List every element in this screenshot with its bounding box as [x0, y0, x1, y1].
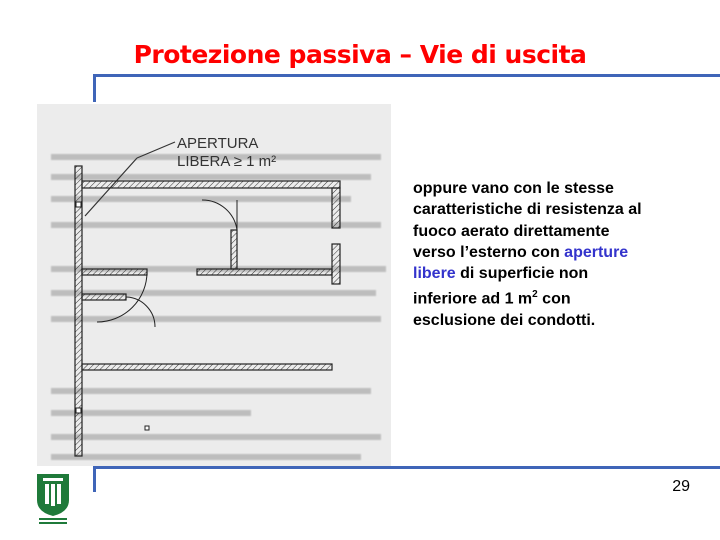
bottom-rule [96, 466, 720, 469]
body-line-3: fuoco aerato direttamente [413, 222, 610, 240]
page-number: 29 [672, 478, 690, 495]
body-line-4 [413, 242, 703, 263]
body-line-1: oppure vano con le stesse [413, 180, 614, 197]
figure-label-line1: APERTURA [177, 135, 259, 152]
figure-label-line2: LIBERA ≥ 1 m² [177, 153, 277, 170]
highlight-aperture: aperture [564, 243, 629, 261]
body-line-6-after: con [537, 290, 571, 308]
top-rule-tick [93, 74, 96, 102]
top-rule [96, 74, 720, 77]
body-line-5-text: di superficie non [455, 265, 589, 283]
highlight-libere: libere [413, 265, 456, 283]
university-logo-icon [35, 472, 71, 527]
body-line-5 [413, 263, 703, 284]
slide-title: Protezione passiva – Vie di uscita [133, 40, 587, 69]
body-line-2: caratteristiche di resistenza al [413, 201, 642, 219]
floor-plan-figure [37, 104, 391, 466]
body-line-6 [413, 284, 703, 310]
bottom-rule-tick [93, 466, 96, 492]
body-line-6-text: inferiore ad 1 m [413, 290, 533, 308]
body-line-7: esclusione dei condotti. [413, 312, 596, 330]
body-line-4-text: verso l’esterno con [413, 243, 565, 261]
body-paragraph [413, 178, 703, 331]
superscript-two: 2 [532, 289, 538, 301]
